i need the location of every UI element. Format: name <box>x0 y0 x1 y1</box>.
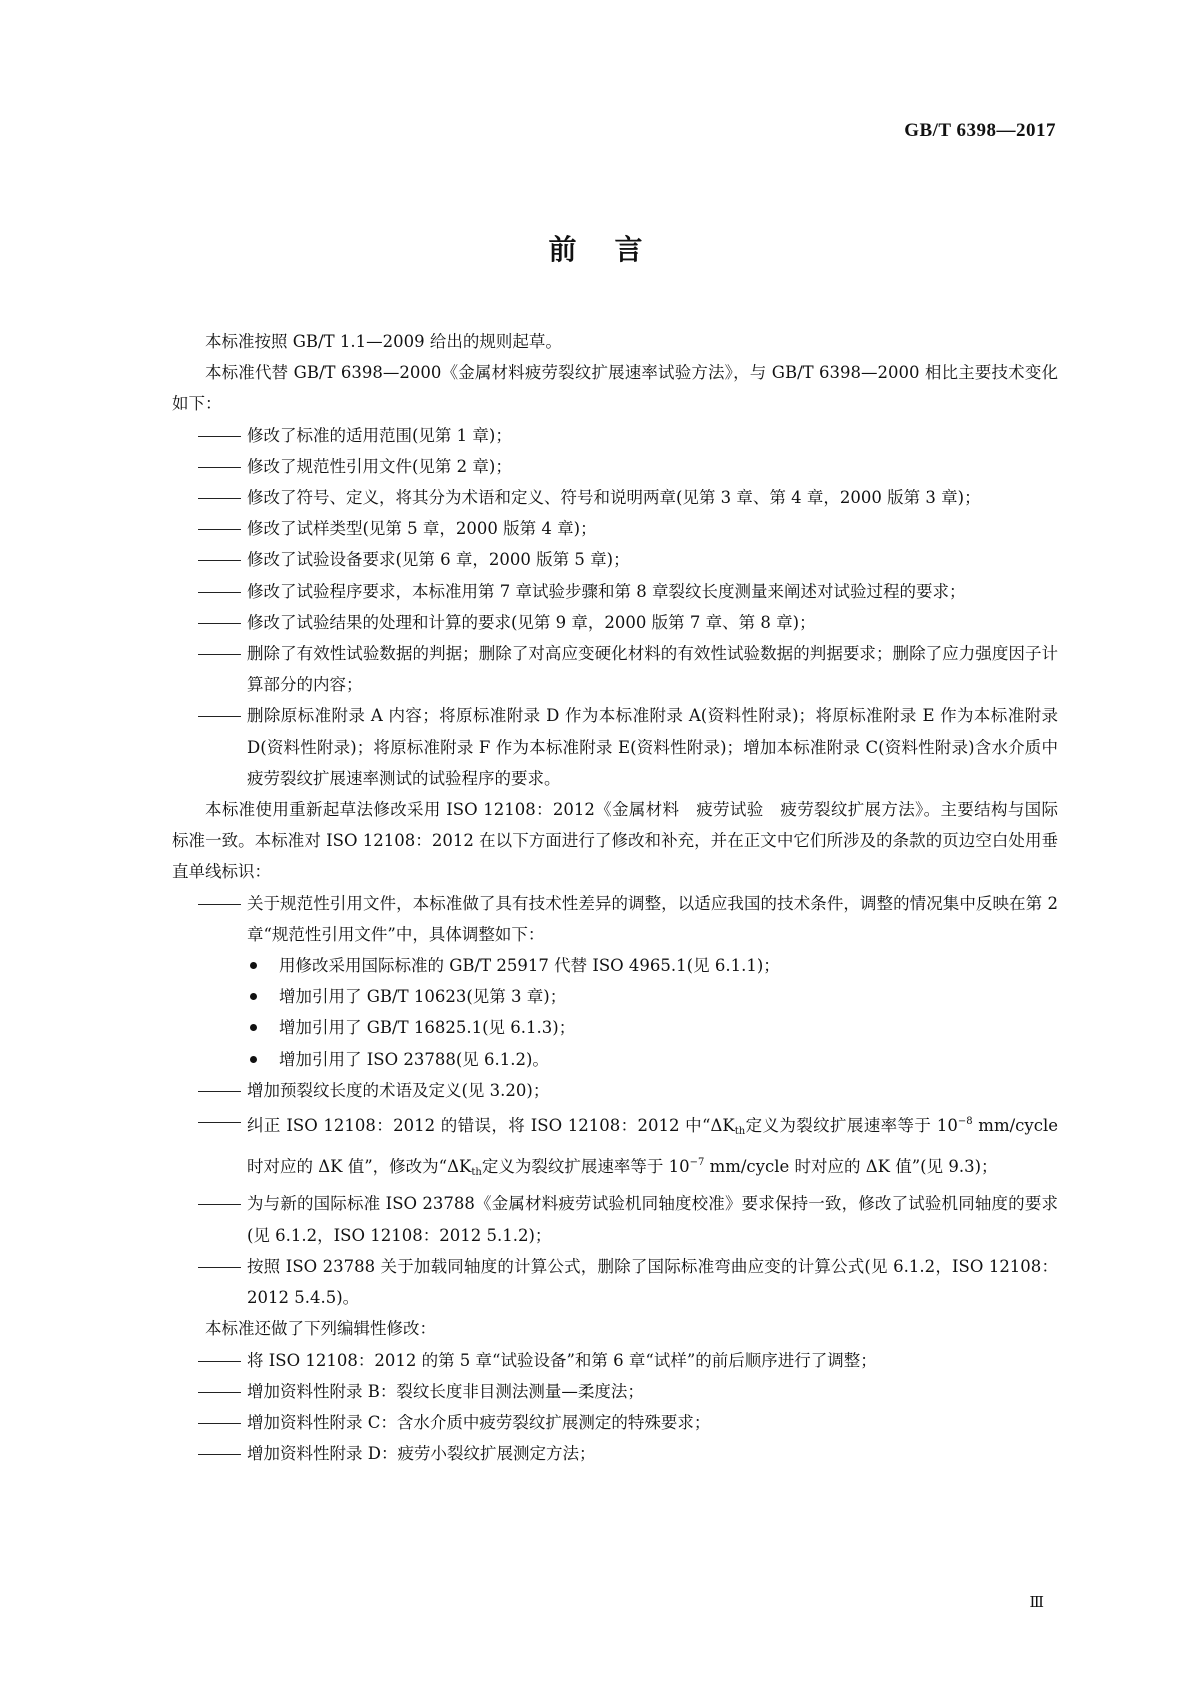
bullet-item <box>172 981 1058 1012</box>
dash-marker <box>198 888 245 919</box>
dash-marker <box>198 1407 245 1438</box>
exponent-superscript: −7 <box>689 1157 705 1169</box>
bending-formula-text: 按照 ISO 23788 关于加载同轴度的计算公式，删除了国际标准弯曲应变的计算公式(见 6.1.2，ISO 12108：2012 5.4.5)。 <box>247 1256 1058 1308</box>
bending-formula-item <box>172 1251 1058 1313</box>
reference-change-item <box>172 888 1058 950</box>
editorial-text: 将 ISO 12108：2012 的第 5 章“试验设备”和第 6 章“试样”的前后顺序进行了调整； <box>247 1350 877 1370</box>
page-number: Ⅲ <box>1029 1593 1044 1611</box>
editorial-item <box>172 1407 1058 1438</box>
correction-text <box>247 1116 1058 1179</box>
coaxiality-item <box>172 1188 1058 1250</box>
adoption-paragraph: 本标准使用重新起草法修改采用 ISO 12108：2012《金属材料 疲劳试验 疲劳裂纹扩展方法》。主要结构与国际标准一致。本标准对 ISO 12108：2012 在以下方面进行了修改和补充，并在正文中它们所涉及的条款的页边空白处用垂直单线标识： <box>172 800 1058 882</box>
change-text: 修改了符号、定义，将其分为术语和定义、符号和说明两章(见第 3 章、第 4 章，2000 版第 3 章)； <box>247 488 981 508</box>
bullet-text: 增加引用了 ISO 23788(见 6.1.2)。 <box>279 1049 549 1069</box>
precrack-text: 增加预裂纹长度的术语及定义(见 3.20)； <box>247 1080 550 1100</box>
dash-marker <box>198 420 245 451</box>
intro-paragraph-1: 本标准按照 GB/T 1.1—2009 给出的规则起草。 <box>205 332 562 351</box>
dash-marker <box>198 1438 245 1469</box>
change-text: 删除了有效性试验数据的判据；删除了对高应变硬化材料的有效性试验数据的判据要求；删除了应力强度因子计算部分的内容； <box>247 644 1058 695</box>
exponent-superscript: −8 <box>957 1116 973 1128</box>
dash-marker <box>198 1251 245 1282</box>
page-title: 前言 <box>548 233 681 266</box>
dash-marker <box>198 513 245 544</box>
bullet-dot <box>250 1056 257 1063</box>
editorial-item <box>172 1345 1058 1376</box>
dash-marker <box>198 1345 245 1376</box>
bullet-item <box>172 1012 1058 1043</box>
dash-marker <box>198 544 245 575</box>
bullet-item <box>172 950 1058 981</box>
bullet-text: 用修改采用国际标准的 GB/T 25917 代替 ISO 4965.1(见 6.1.1)； <box>279 956 780 976</box>
dash-marker <box>198 1376 245 1407</box>
editorial-text: 增加资料性附录 D：疲劳小裂纹扩展测定方法； <box>247 1444 596 1464</box>
threshold-subscript: th <box>734 1126 746 1138</box>
correction-item <box>172 1106 1058 1188</box>
bullet-dot <box>250 1024 257 1031</box>
dash-marker <box>198 607 245 638</box>
dash-marker <box>198 1075 245 1106</box>
document-body <box>172 326 1058 1469</box>
change-item <box>172 700 1058 794</box>
change-item <box>172 482 1058 513</box>
change-item <box>172 607 1058 638</box>
reference-change-text: 关于规范性引用文件，本标准做了具有技术性差异的调整，以适应我国的技术条件，调整的情况集中反映在第 2 章“规范性引用文件”中，具体调整如下： <box>247 893 1058 944</box>
bullet-item <box>172 1044 1058 1075</box>
change-item <box>172 544 1058 575</box>
bullet-text: 增加引用了 GB/T 16825.1(见 6.1.3)； <box>279 1018 576 1038</box>
correction-part: 定义为裂纹扩展速率等于 10 <box>481 1157 690 1177</box>
change-text: 修改了试验结果的处理和计算的要求(见第 9 章，2000 版第 7 章、第 8 章)； <box>247 612 816 632</box>
correction-part: mm/cycle 时对应的 ΔK 值”(见 9.3)； <box>704 1157 998 1177</box>
dash-marker <box>198 1188 245 1219</box>
editorial-text: 增加资料性附录 C：含水介质中疲劳裂纹扩展测定的特殊要求； <box>247 1412 711 1432</box>
editorial-item <box>172 1438 1058 1469</box>
change-item <box>172 638 1058 700</box>
change-text: 修改了标准的适用范围(见第 1 章)； <box>247 425 512 445</box>
dash-marker <box>198 700 245 731</box>
change-item <box>172 451 1058 482</box>
change-item <box>172 576 1058 607</box>
standard-number: GB/T 6398—2017 <box>904 120 1056 141</box>
change-item <box>172 420 1058 451</box>
dash-marker <box>198 482 245 513</box>
change-text: 删除原标准附录 A 内容；将原标准附录 D 作为本标准附录 A(资料性附录)；将原标准附录 E 作为本标准附录 D(资料性附录)；将原标准附录 F 作为本标准附录 E(资料性附录)；增加本标准附录 C(资料性附录)含水介质中疲劳裂纹扩展速率测试的试验程序的要求。 <box>247 706 1058 788</box>
dash-marker <box>198 1106 245 1137</box>
dash-marker <box>198 451 245 482</box>
correction-part: 定义为裂纹扩展速率等于 10 <box>745 1116 958 1136</box>
editorial-text: 增加资料性附录 B：裂纹长度非目测法测量—柔度法； <box>247 1381 644 1401</box>
editorial-paragraph: 本标准还做了下列编辑性修改： <box>205 1319 436 1339</box>
correction-part: mm/cycle 时对应的 ΔK 值”，修改为“ΔK <box>247 1116 1058 1177</box>
bullet-dot <box>250 962 257 969</box>
coaxiality-text: 为与新的国际标准 ISO 23788《金属材料疲劳试验机同轴度校准》要求保持一致，修改了试验机同轴度的要求(见 6.1.2，ISO 12108：2012 5.1.2)； <box>247 1194 1058 1245</box>
threshold-subscript: th <box>471 1167 482 1179</box>
change-text: 修改了试验程序要求，本标准用第 7 章试验步骤和第 8 章裂纹长度测量来阐述对试验过程的要求； <box>247 581 966 601</box>
correction-part: 纠正 ISO 12108：2012 的错误，将 ISO 12108：2012 中“ΔK <box>247 1116 735 1136</box>
bullet-dot <box>250 993 257 1000</box>
change-text: 修改了试验设备要求(见第 6 章，2000 版第 5 章)； <box>247 550 630 570</box>
change-text: 修改了试样类型(见第 5 章，2000 版第 4 章)； <box>247 519 597 539</box>
dash-marker <box>198 638 245 669</box>
dash-marker <box>198 576 245 607</box>
bullet-text: 增加引用了 GB/T 10623(见第 3 章)； <box>279 987 567 1007</box>
change-item <box>172 513 1058 544</box>
intro-paragraph-2: 本标准代替 GB/T 6398—2000《金属材料疲劳裂纹扩展速率试验方法》，与 GB/T 6398—2000 相比主要技术变化如下： <box>172 363 1058 414</box>
editorial-item <box>172 1376 1058 1407</box>
precrack-item <box>172 1075 1058 1106</box>
change-text: 修改了规范性引用文件(见第 2 章)； <box>247 456 512 476</box>
